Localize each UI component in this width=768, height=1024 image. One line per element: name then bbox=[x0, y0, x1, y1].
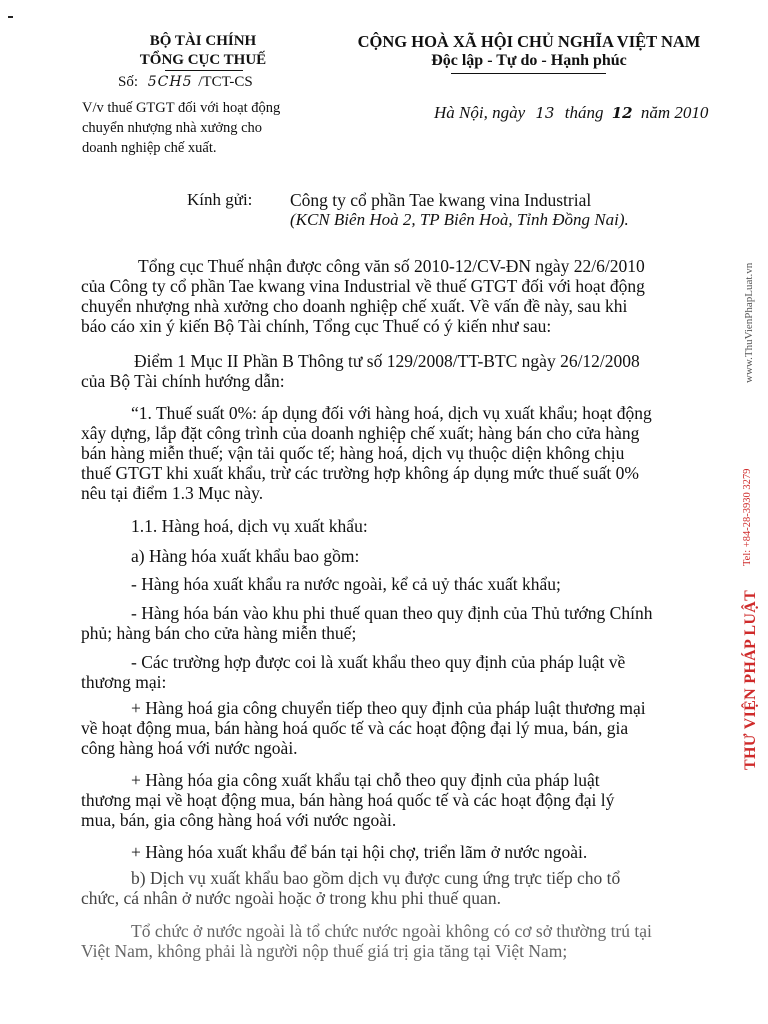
body-line: a) Hàng hóa xuất khẩu bao gồm: bbox=[131, 546, 360, 566]
body-line: chức, cá nhân ở nước ngoài hoặc ở trong khu phi thuế quan. bbox=[81, 888, 501, 908]
national-motto: Độc lập - Tự do - Hạnh phúc bbox=[431, 52, 627, 69]
subject-block bbox=[82, 98, 322, 158]
paragraph-3 bbox=[81, 403, 723, 503]
number-handwritten: 5CH5 bbox=[147, 74, 193, 90]
body-line: Điểm 1 Mục II Phần B Thông tư số 129/2008/TT-BTC ngày 26/12/2008 bbox=[134, 351, 640, 371]
paragraph-10 bbox=[81, 770, 723, 830]
recipient-address: (KCN Biên Hoà 2, TP Biên Hoà, Tỉnh Đồng Nai). bbox=[290, 210, 629, 229]
recipient-label: Kính gửi: bbox=[187, 190, 253, 209]
paragraph-5 bbox=[131, 546, 768, 566]
subject-line: V/v thuế GTGT đối với hoạt động bbox=[82, 100, 281, 116]
paragraph-12 bbox=[81, 868, 723, 908]
body-line: của Công ty cổ phần Tae kwang vina Industrial về thuế GTGT đối với hoạt động bbox=[81, 276, 645, 296]
date-day: 13 bbox=[535, 104, 555, 122]
body-line: Việt Nam, không phải là người nộp thuế giá trị gia tăng tại Việt Nam; bbox=[81, 941, 568, 961]
body-line: b) Dịch vụ xuất khẩu bao gồm dịch vụ được cung ứng trực tiếp cho tổ bbox=[131, 868, 621, 888]
place-date bbox=[434, 103, 708, 123]
paragraph-4 bbox=[131, 516, 768, 536]
body-line: công hàng hoá với nước ngoài. bbox=[81, 738, 298, 758]
body-line: bán hàng miễn thuế; vận tải quốc tế; hàng hoá, dịch vụ thuộc diện không chịu bbox=[81, 443, 625, 463]
body-line: về hoạt động mua, bán hàng hoá quốc tế và các hoạt động đại lý mua, bán, gia bbox=[81, 718, 629, 738]
date-month: 12 bbox=[611, 104, 633, 122]
year-label: năm 2010 bbox=[640, 103, 709, 122]
subject-line: chuyển nhượng nhà xưởng cho bbox=[82, 120, 263, 136]
subject-line: doanh nghiệp chế xuất. bbox=[82, 140, 217, 156]
recipient-name: Công ty cổ phần Tae kwang vina Industrial bbox=[290, 190, 592, 210]
watermark-title: THƯ VIỆN PHÁP LUẬT bbox=[742, 589, 759, 770]
body-line: thương mại: bbox=[81, 672, 167, 692]
body-line: + Hàng hóa gia công xuất khẩu tại chỗ theo quy định của pháp luật bbox=[131, 770, 600, 790]
body-line: 1.1. Hàng hoá, dịch vụ xuất khẩu: bbox=[131, 516, 368, 536]
body-line: thuế GTGT khi xuất khẩu, trừ các trường hợp không áp dụng mức thuế suất 0% bbox=[81, 463, 639, 483]
paragraph-9 bbox=[81, 698, 723, 758]
body-line: - Hàng hóa xuất khẩu ra nước ngoài, kể cả uỷ thác xuất khẩu; bbox=[131, 574, 561, 594]
body-line: phủ; hàng bán cho cửa hàng miễn thuế; bbox=[81, 623, 357, 643]
body-line: xây dựng, lắp đặt công trình của doanh nghiệp chế xuất; hàng bán cho cửa hàng bbox=[81, 423, 640, 443]
department-name: TỔNG CỤC THUẾ bbox=[139, 52, 267, 68]
paragraph-1 bbox=[81, 256, 723, 336]
body-line: Tổng cục Thuế nhận được công văn số 2010-12/CV-ĐN ngày 22/6/2010 bbox=[138, 256, 645, 276]
body-line: chuyển nhượng nhà xưởng cho doanh nghiệp chế xuất. Về vấn đề này, sau khi bbox=[81, 296, 628, 316]
watermark-url: www.ThuVienPhapLuat.vn bbox=[743, 262, 755, 383]
body-line: mua, bán, gia công hàng hoá với nước ngoài. bbox=[81, 810, 397, 830]
department-underline bbox=[165, 70, 243, 71]
nation-title: CỘNG HOÀ XÃ HỘI CHỦ NGHĨA VIỆT NAM bbox=[357, 32, 701, 51]
number-suffix: /TCT-CS bbox=[198, 74, 253, 90]
paragraph-8 bbox=[81, 652, 723, 692]
body-line: - Hàng hóa bán vào khu phi thuế quan theo quy định của Thủ tướng Chính bbox=[131, 603, 653, 623]
paragraph-13 bbox=[81, 921, 723, 961]
ministry-name: BỘ TÀI CHÍNH bbox=[149, 33, 257, 49]
body-line: Tổ chức ở nước ngoài là tổ chức nước ngoài không có cơ sở thường trú tại bbox=[131, 921, 652, 941]
body-line: của Bộ Tài chính hướng dẫn: bbox=[81, 371, 285, 391]
number-prefix: Số: bbox=[118, 74, 139, 90]
body-line: + Hàng hóa xuất khẩu để bán tại hội chợ, triển lãm ở nước ngoài. bbox=[131, 842, 588, 862]
paragraph-2 bbox=[81, 351, 723, 391]
body-line: + Hàng hoá gia công chuyển tiếp theo quy định của pháp luật thương mại bbox=[131, 698, 646, 718]
scan-mark bbox=[8, 16, 13, 18]
body-line: nêu tại điểm 1.3 Mục này. bbox=[81, 483, 264, 503]
body-line: báo cáo xin ý kiến Bộ Tài chính, Tổng cục Thuế có ý kiến như sau: bbox=[81, 316, 552, 336]
paragraph-6 bbox=[131, 574, 768, 594]
place-date-prefix: Hà Nội, ngày bbox=[434, 103, 526, 122]
body-line: - Các trường hợp được coi là xuất khẩu theo quy định của pháp luật về bbox=[131, 652, 626, 672]
body-line: “1. Thuế suất 0%: áp dụng đối với hàng hoá, dịch vụ xuất khẩu; hoạt động bbox=[131, 403, 652, 423]
watermark-contact: Tel: +84-28-3930 3279 bbox=[742, 468, 753, 566]
paragraph-7 bbox=[81, 603, 723, 643]
document-number bbox=[118, 74, 253, 91]
motto-underline bbox=[451, 73, 606, 74]
paragraph-11 bbox=[131, 842, 768, 862]
month-label: tháng bbox=[564, 103, 604, 122]
body-line: thương mại về hoạt động mua, bán hàng hoá quốc tế và các hoạt động đại lý bbox=[81, 790, 615, 810]
